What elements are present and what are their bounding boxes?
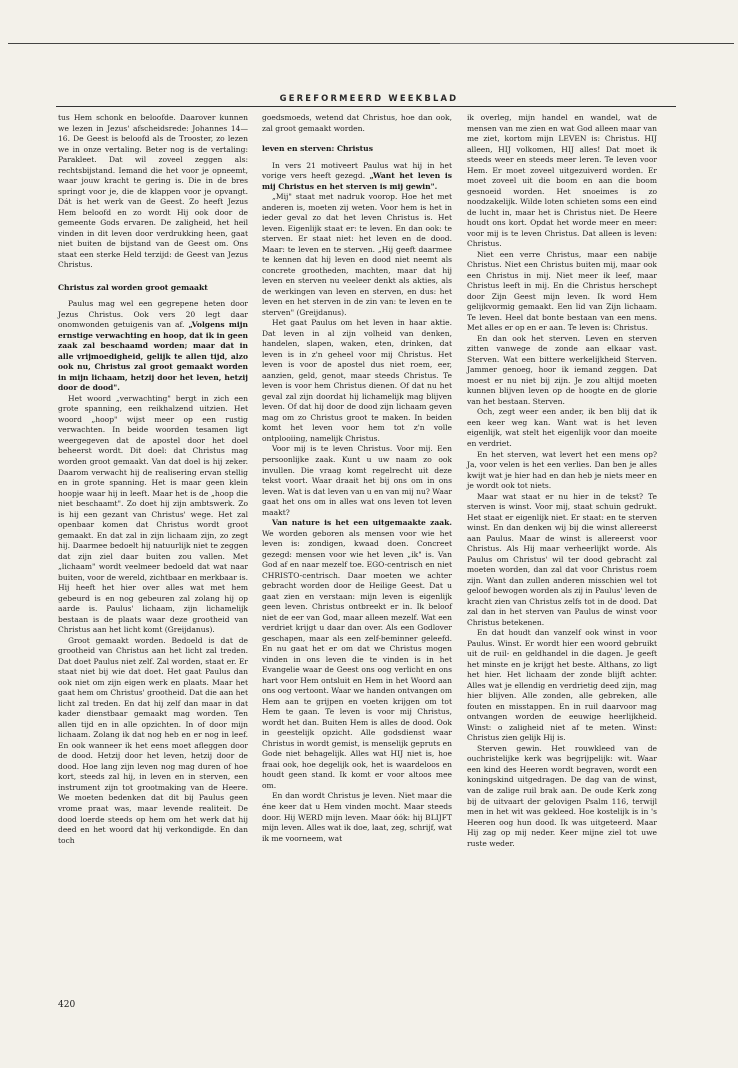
paragraph: Sterven gewin. Het rouwkleed van de ouchristelijke kerk was begrijpelijk: wit. Waar een kind des Heeren wordt begraven, wordt een koningskind uitgedragen. De dag van de winst, van de zalige ruil brak aan. De oude Kerk zong bij de uitvaart der gelovigen Psalm 116, terwijl men in het wit was gekleed. Hoe kostelijk is in 's Heeren oog hun dood. Ik was uitgeteerd. Maar Hij zag op mij neder. Keer mijne ziel tot uwe ruste weder.	[467, 743, 657, 848]
running-header: GEREFORMEERD WEEKBLAD	[279, 93, 459, 103]
paragraph: ik overleg, mijn handel en wandel, wat de mensen van me zien en wat God alleen maar van me ziet, kortom mijn LEVEN is: Christus. HIJ alleen, HIJ volkomen, HIJ alles! Dat moet ik steeds weer en steeds meer leren. Te leven voor Hem. Er moet zoveel uitgezuiverd worden. Er moet zoveel uit die boom en aan die boom gesnoeid worden. Het snoeimes is zo noodzakelijk. Wilde loten schieten soms een eind de lucht in, maar het is Christus niet. De Heere houdt ons kort. Opdat het worde meer en meer: voor mij is te leven Christus. Dat alleen is leven: Christus.	[467, 113, 657, 249]
paragraph: Het gaat Paulus om het leven in haar aktie. Dat leven in al zijn volheid van denken, handelen, slapen, waken, eten, drinken, dat leven is in z'n geheel voor mij Christus. Het leven is voor de apostel dus niet roem, eer, aanzien, geld, genot, maar steeds Christus. Te leven is voor hem Christus dienen. Of dat nu het geval zal zijn doordat hij lichamelijk mag blijven leven. Of dat hij door de dood zijn lichaam geven mag om zo Christus groot te maken. In beiden komt het leven voor hem tot z'n volle ontplooiing, namelijk Christus.	[262, 318, 452, 443]
paragraph: En het sterven, wat levert het een mens op? Ja, voor velen is het een verlies. Dan ben je alles kwijt wat je hier had en dan heb je niets meer en je wordt ook tot niets.	[467, 449, 657, 491]
page-number: 420	[58, 1000, 76, 1010]
header-rule	[56, 106, 676, 107]
paragraph: Niet een verre Christus, maar een nabije Christus. Niet een Christus buiten mij, maar ook een Christus in mij. Niet meer ik leef, maar Christus leeft in mij. En die Christus herschept door Zijn Geest mijn leven. Ik word Hem gelijkvormig gemaakt. Een lid van Zijn lichaam. Te leven. Heel dat bonte bestaan van een mens. Met alles er op en er aan. Te leven is: Christus.	[467, 249, 657, 333]
quote-bold: „Want het leven is mij Christus en het sterven is mij gewin".	[262, 171, 452, 191]
lead-bold: Van nature is het een uitgemaakte zaak.	[272, 518, 452, 528]
section-heading: leven en sterven: Christus	[262, 144, 373, 154]
paragraph: Groot gemaakt worden. Bedoeld is dat de grootheid van Christus aan het licht zal treden. Dat doet Paulus niet zelf. Zal worden, staat er. Er staat niet bij wie dat doet. Het gaat Paulus dan ook niet om zijn eigen werk en plaats. Maar het gaat hem om Christus' grootheid. Dat die aan het licht zal treden. En dat hij zelf dan maar in dat kader dienstbaar gemaakt mag worden. Ten allen tijd en in alle opzichten. In of door mijn lichaam. Zolang ik dat nog heb en er nog in leef. En ook wanneer ik het eens moet afleggen door de dood. Hetzij door het leven, hetzij door de dood. Hoe lang zijn leven nog mag duren of hoe kort, steeds zal hij, in leven en in sterven, een instrument zijn tot grootmaking van de Heere. We moeten bedenken dat dit bij Paulus geen vrome praat was, maar levende realiteit. De dood loerde steeds op hem om het werk dat hij deed en het woord dat hij verkondigde. En dan toch	[58, 635, 248, 845]
paragraph: Het woord „verwachting" bergt in zich een grote spanning, een reikhalzend uitzien. Het woord „hoop" wijst meer op een rustig verwachten. In beide woorden tesamen ligt weergegeven dat de apostel door het doel beheerst wordt. Dit doel: dat Christus mag worden groot gemaakt. Van dat doel is hij zeker. Daarom verwacht hij de realisering ervan stellig en in grote spanning. Het is maar geen klein hoopje waar hij in leeft. Maar het is de „hoop die niet beschaamt". Zo doet hij zijn ambtswerk. Zo is hij een gezant van Christus' wege. Het zal openbaar komen dat Christus wordt groot gemaakt. En dat zal in zijn lichaam zijn, zo zegt hij. Daarmee bedoelt hij natuurlijk niet te zeggen dat zijn ziel daar buiten zou vallen. Met „lichaam" wordt veelmeer bedoeld dat wat naar buiten, voor de wereld, zichtbaar en merkbaar is. Hij heeft het hier over alles wat met hem gebeurd is en nog gebeuren zal zolang hij op aarde is. Paulus' lichaam, zijn lichamelijk bestaan is de plaats waar deze grootheid van Christus aan het licht komt (Greijdanus).	[58, 393, 248, 635]
top-rule-accent	[440, 43, 560, 44]
paragraph: tus Hem schonk en beloofde. Daarover kunnen we lezen in Jezus' afscheidsrede: Johannes 14—16. De Geest is beloofd als de Trooster, zo lezen we in onze vertaling. Beter nog is de vertaling: Parakleet. Dat wil zoveel zeggen als: rechtsbijstand. Iemand die het voor je opneemt, waar jouw kracht te gering is. Die in de bres springt voor je, die de klappen voor je opvangt. Dát is het werk van de Geest. Zo heeft Jezus Hem beloofd en zo wordt Hij ook door de gemeente Gods ervaren. De zaligheid, het heil vinden in dit leven door verdrukking heen, gaat niet buiten de bijstand van de Geest om. Ons staat een sterke Held terzijd: de Geest van Jezus Christus.	[58, 113, 248, 270]
paragraph: goedsmoeds, wetend dat Christus, hoe dan ook, zal groot gemaakt worden.	[262, 113, 452, 133]
paragraph: En dan wordt Christus je leven. Niet maar die éne keer dat u Hem vinden mocht. Maar steeds door. Hij WERD mijn leven. Maar óók: hij BLIJFT mijn leven. Alles wat ik doe, laat, zeg, schrijf, wat ik me voorneem, wat	[262, 791, 452, 843]
paragraph: In vers 21 motiveert Paulus wat hij in het vorige vers heeft gezegd. „Want het leven is mij Christus en het sterven is mij gewin".	[262, 160, 452, 191]
paragraph: Van nature is het een uitgemaakte zaak. We worden geboren als mensen voor wie het leven is: zondigen, kwaad doen. Concreet gezegd: mensen voor wie het leven „ik" is. Van God af en naar mezelf toe. EGO-centrisch en niet CHRISTO-centrisch. Daar moeten we achter gebracht worden door de Heilige Geest. Dat u gaat zien en verstaan: mijn leven is eigenlijk geen leven. Christus ontbreekt er in. Ik beloof niet de eer van God, maar alleen mezelf. Wat een verdriet krijgt u daar dan over. Als een Godlover geschapen, maar als een zelf-beminner geleefd. En nu gaat het er om dat we Christus mogen vinden in ons leven die te vinden is in het Evangelie waar de Geest ons oog verlicht en ons hart voor Hem ontsluit en Hem in het Woord aan ons oog vertoont. Waar we handen ontvangen om Hem aan te grijpen en voeten krijgen om tot Hem te gaan. Te leven is voor mij Christus, wordt het dan. Buiten Hem is alles de dood. Ook in geestelijk opzicht. Alle godsdienst waar Christus in wordt gemist, is menselijk gepruts en Gode niet behagelijk. Alles wat HIJ niet is, hoe fraai ook, hoe degelijk ook, het is waardeloos en houdt geen stand. Ik komt er voor altoos mee om.	[262, 518, 452, 790]
column-middle	[262, 113, 452, 844]
paragraph: Paulus mag wel een gegrepene heten door Jezus Christus. Ook vers 20 legt daar onomwonden getuigenis van af. „Volgens mijn ernstige verwachting en hoop, dat ik in geen zaak zal beschaamd worden; maar dat in alle vrijmoedigheid, gelijk te allen tijd, alzo ook nu, Christus zal groot gemaakt worden in mijn lichaam, hetzij door het leven, hetzij door de dood".	[58, 299, 248, 393]
column-right	[467, 113, 657, 849]
paragraph: „Mij" staat met nadruk voorop. Hoe het met anderen is, moeten zij weten. Voor hem is het in ieder geval zo dat het leven Christus is. Het leven. Eigenlijk staat er: te leven. En dan ook: te sterven. Er staat niet: het leven en de dood. Maar: te leven en te sterven. „Hij geeft daarmee te kennen dat hij leven en dood niet neemt als concrete grootheden, machten, maar dat hij leven en sterven nu veeleer denkt als akties, als de werkingen van leven en sterven, en dus: het leven en het sterven in de zin van: te leven en te sterven" (Greijdanus).	[262, 192, 452, 317]
paragraph: Voor mij is te leven Christus. Voor mij. Een persoonlijke zaak. Kunt u uw naam zo ook invullen. Die vraag komt regelrecht uit deze tekst voort. Waar draait het bij ons om in ons leven. Wat is dat leven van u en van mij nu? Waar gaat het ons om in alles wat ons leven tot leven maakt?	[262, 444, 452, 517]
paragraph: Maar wat staat er nu hier in de tekst? Te sterven is winst. Voor mij, staat schuin gedrukt. Het staat er eigenlijk niet. Er staat: en te sterven winst. En dan denken wij bij die winst allereerst aan Paulus. Maar de winst is allereerst voor Christus. Als Hij maar verheerlijkt worde. Als Paulus om Christus' wil ter dood gebracht zal moeten worden, dan zal dat voor Christus roem zijn. Want dan zullen anderen misschien wel tot geloof bewogen worden als zij in Paulus' leven de kracht zien van Christus zelfs tot in de dood. Dat zal dan in het sterven van Paulus de winst voor Christus betekenen.	[467, 491, 657, 627]
paragraph: Och, zegt weer een ander, ik ben blij dat ik een keer weg kan. Want wat is het leven eigenlijk, wat stelt het eigenlijk voor dan moeite en verdriet.	[467, 407, 657, 448]
column-left	[58, 113, 248, 846]
paragraph: En dat houdt dan vanzelf ook winst in voor Paulus. Winst. Er wordt hier een woord gebruikt uit de ruil- en geldhandel in die dagen. Je geeft het minste en je krijgt het beste. Althans, zo ligt het hier. Het lichaam der zonde blijft achter. Alles wat je ellendig en verdrietig deed zijn, mag hier blijven. Alle zonden, alle gebreken, alle fouten en misstappen. En in ruil daarvoor mag ontvangen worden de eeuwige heerlijkheid. Winst: o zaligheid niet af te meten. Winst: Christus zien gelijk Hij is.	[467, 628, 657, 743]
top-rule	[8, 43, 734, 44]
section-heading: Christus zal worden groot gemaakt	[58, 282, 208, 292]
paragraph: En dan ook het sterven. Leven en sterven zitten vanwege de zonde aan elkaar vast. Sterven. Wat een bittere werkelijkheid Sterven. Jammer genoeg, hoor ik iemand zeggen. Dat moest er nu niet bij zijn. Je zou altijd moeten kunnen blijven leven op de hoogte en de glorie van het bestaan. Sterven.	[467, 333, 657, 406]
quote-bold: „Volgens mijn ernstige verwachting en hoop, dat ik in geen zaak zal beschaamd worden; maar dat in alle vrijmoedigheid, gelijk te allen tijd, alzo ook nu, Christus zal groot gemaakt worden in mijn lichaam, hetzij door het leven, hetzij door de dood".	[58, 320, 248, 393]
